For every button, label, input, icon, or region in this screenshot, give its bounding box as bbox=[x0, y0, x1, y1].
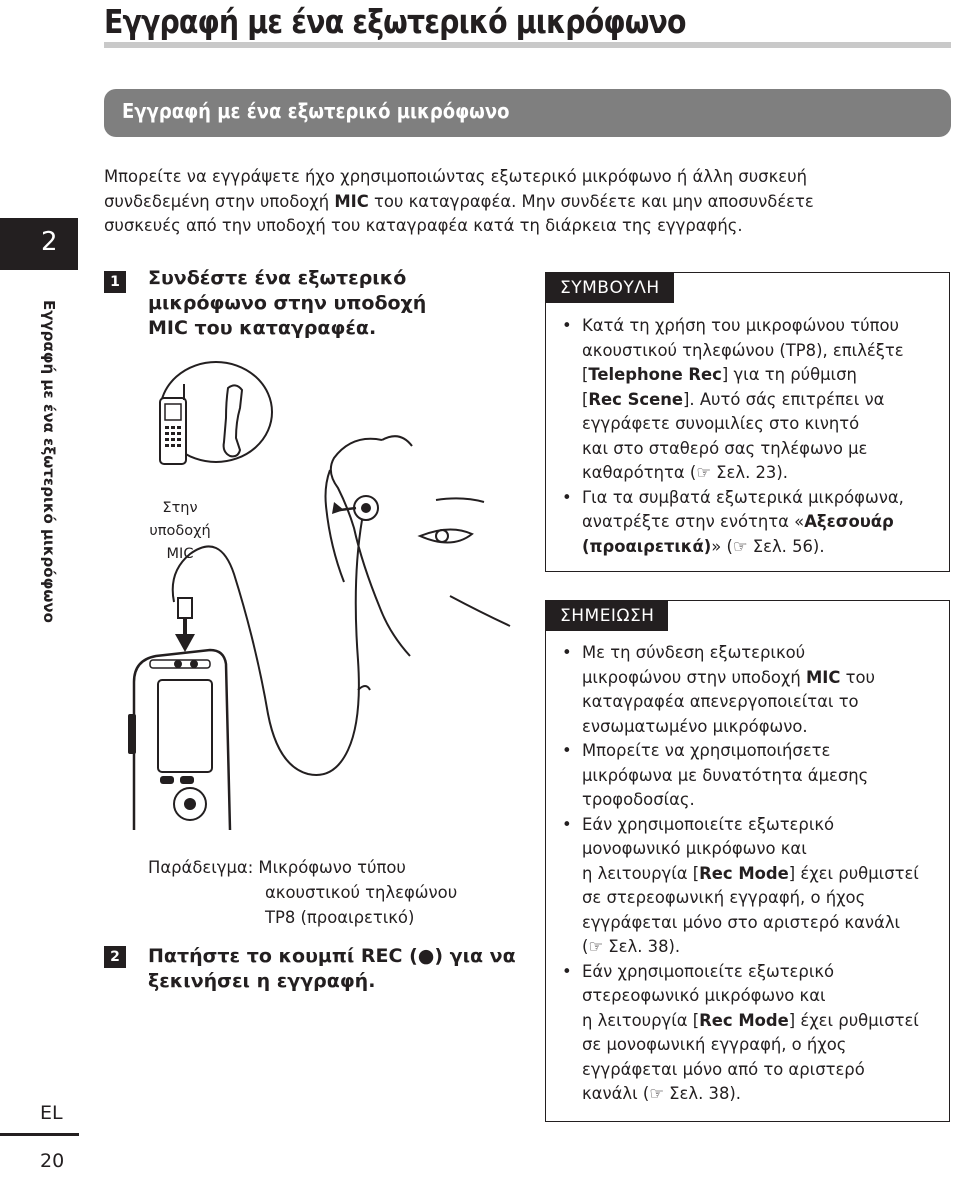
microphone-connection-illustration bbox=[120, 360, 520, 840]
note-line: καταγραφέα απενεργοποιείται το bbox=[582, 692, 859, 711]
note-line: (☞ Σελ. 38). bbox=[582, 937, 681, 956]
page-title: Εγγραφή με ένα εξωτερικό μικρόφωνο bbox=[104, 2, 686, 41]
telephone-icon-badge bbox=[160, 362, 272, 464]
tip-text: » (☞ Σελ. 56). bbox=[711, 536, 825, 556]
step-1-line: μικρόφωνο στην υποδοχή bbox=[148, 292, 427, 314]
tip-line bbox=[582, 535, 945, 560]
note-item bbox=[560, 739, 945, 813]
step-2-line: ξεκινήσει η εγγραφή. bbox=[148, 970, 376, 992]
step-1-text bbox=[148, 266, 426, 341]
tip-line: • Κατά τη χρήση του μικροφώνου τύπου bbox=[582, 316, 899, 335]
chapter-number: 2 bbox=[41, 227, 58, 257]
side-chapter-label-text: Εγγραφή με ένα εξωτερικό μικρόφωνο bbox=[40, 300, 58, 623]
example-line: TP8 (προαιρετικό) bbox=[265, 908, 415, 927]
note-line: • Εάν χρησιμοποιείτε εξωτερικό bbox=[582, 961, 835, 981]
note-item bbox=[560, 960, 945, 1107]
tip-line: εγγράφετε συνομιλίες στο κινητό bbox=[582, 414, 860, 433]
step-number-2: 2 bbox=[104, 946, 126, 968]
tip-line: καθαρότητα (☞ Σελ. 23). bbox=[582, 463, 788, 482]
tip-text: ανατρέξτε στην ενότητα « bbox=[582, 512, 805, 531]
tip-line bbox=[582, 388, 945, 413]
chapter-tab bbox=[0, 218, 78, 270]
mic-caption-line: υποδοχή bbox=[149, 523, 211, 539]
face-profile-drawing bbox=[326, 436, 511, 656]
note-line: κανάλι (☞ Σελ. 38). bbox=[582, 1084, 741, 1103]
note-line: μικρόφωνα με δυνατότητα άμεσης bbox=[582, 765, 869, 785]
note-line: • Εάν χρησιμοποιείτε εξωτερικό bbox=[582, 814, 835, 834]
intro-line: Μπορείτε να εγγράψετε ήχο χρησιμοποιώντας εξωτερικό μικρόφωνο ή άλλη συσκευή bbox=[104, 167, 807, 186]
note-text: ] έχει ρυθμιστεί bbox=[788, 863, 919, 883]
example-line: ακουστικού τηλεφώνου bbox=[265, 883, 458, 902]
example-caption bbox=[148, 855, 457, 930]
tip-text: [ bbox=[582, 389, 589, 409]
tip-item bbox=[560, 486, 945, 560]
tip-term: Telephone Rec bbox=[588, 365, 722, 384]
intro-line: συσκευές από την υποδοχή του καταγραφέα κατά τη διάρκεια της εγγραφής. bbox=[104, 216, 743, 235]
note-line bbox=[582, 1009, 945, 1034]
note-line: ενσωματωμένο μικρόφωνο. bbox=[582, 716, 808, 736]
note-line: • Με τη σύνδεση εξωτερικού bbox=[582, 643, 806, 662]
note-line: στερεοφωνικό μικρόφωνο και bbox=[582, 986, 826, 1005]
tip-item bbox=[560, 314, 945, 486]
recorder-screen bbox=[158, 680, 212, 772]
tip-line bbox=[582, 510, 945, 535]
note-line: μονοφωνικό μικρόφωνο και bbox=[582, 839, 807, 858]
note-line: • Μπορείτε να χρησιμοποιήσετε bbox=[582, 741, 831, 760]
intro-paragraph bbox=[104, 165, 934, 239]
intro-text: συνδεδεμένη στην υποδοχή bbox=[104, 191, 335, 211]
tip-line: ακουστικού τηλεφώνου (TP8), επιλέξτε bbox=[582, 340, 904, 360]
note-line: σε στερεοφωνική εγγραφή, ο ήχος bbox=[582, 888, 866, 907]
note-text: η λειτουργία [ bbox=[582, 1010, 700, 1030]
example-line: Παράδειγμα: Μικρόφωνο τύπου bbox=[148, 858, 406, 877]
tip-term: Rec Scene bbox=[588, 389, 683, 409]
tip-text: ] για τη ρύθμιση bbox=[721, 365, 857, 384]
tip-line: και στο σταθερό σας τηλέφωνο με bbox=[582, 438, 868, 458]
step-1-line: Συνδέστε ένα εξωτερικό bbox=[148, 267, 407, 289]
step-number-1: 1 bbox=[104, 271, 126, 293]
tip-line bbox=[582, 363, 945, 388]
tip-term: Αξεσουάρ bbox=[804, 512, 894, 531]
tip-term: (προαιρετικά) bbox=[582, 536, 712, 556]
mobile-phone-icon bbox=[160, 398, 186, 464]
tip-box bbox=[545, 272, 950, 572]
language-code: EL bbox=[40, 1102, 63, 1124]
note-term: Rec Mode bbox=[699, 1010, 789, 1030]
note-text: του bbox=[840, 667, 876, 687]
intro-line bbox=[104, 190, 934, 215]
note-line: σε μονοφωνική εγγραφή, ο ήχος bbox=[582, 1035, 847, 1054]
section-heading-bar bbox=[104, 89, 951, 137]
handset-icon bbox=[224, 385, 242, 456]
intro-mic-term: MIC bbox=[334, 191, 369, 211]
step-2-line: Πατήστε το κουμπί REC (●) για να bbox=[148, 945, 516, 967]
step-2-text bbox=[148, 944, 516, 994]
intro-text: του καταγραφέα. Μην συνδέετε και μην αποσυνδέετε bbox=[368, 191, 814, 211]
note-box-label: ΣΗΜΕΙΩΣΗ bbox=[546, 601, 668, 631]
note-term: Rec Mode bbox=[699, 863, 789, 883]
note-line: εγγράφεται μόνο στο αριστερό κανάλι bbox=[582, 912, 901, 932]
note-item bbox=[560, 641, 945, 739]
earphone-microphone-drawing bbox=[332, 496, 378, 520]
tip-list bbox=[560, 314, 945, 559]
insert-arrow-icon bbox=[175, 634, 195, 652]
mic-plug bbox=[178, 598, 192, 618]
note-box bbox=[545, 600, 950, 1122]
note-line: τροφοδοσίας. bbox=[582, 790, 695, 809]
section-heading: Εγγραφή με ένα εξωτερικό μικρόφωνο bbox=[122, 99, 510, 123]
mic-jack-caption bbox=[132, 497, 228, 566]
note-line bbox=[582, 862, 945, 887]
note-text: μικροφώνου στην υποδοχή bbox=[582, 667, 806, 687]
note-text: ] έχει ρυθμιστεί bbox=[788, 1010, 919, 1030]
note-text: η λειτουργία [ bbox=[582, 863, 700, 883]
tip-box-label: ΣΥΜΒΟΥΛΗ bbox=[546, 273, 674, 303]
tip-text: ]. Αυτό σάς επιτρέπει να bbox=[683, 389, 885, 409]
tip-text: [ bbox=[582, 365, 589, 384]
page-number: 20 bbox=[40, 1150, 65, 1172]
tip-line: • Για τα συμβατά εξωτερικά μικρόφωνα, bbox=[582, 487, 904, 507]
note-item bbox=[560, 813, 945, 960]
note-term: MIC bbox=[806, 667, 841, 687]
language-rule bbox=[0, 1133, 79, 1136]
note-line: εγγράφεται μόνο από το αριστερό bbox=[582, 1059, 865, 1079]
step-1-line: MIC του καταγραφέα. bbox=[148, 317, 377, 339]
side-chapter-label bbox=[36, 300, 58, 640]
title-rule bbox=[104, 42, 951, 48]
mic-caption-line: MIC bbox=[166, 546, 194, 562]
note-line bbox=[582, 666, 945, 691]
voice-recorder-drawing bbox=[128, 650, 230, 830]
mic-caption-line: Στην bbox=[162, 500, 198, 516]
note-list bbox=[560, 641, 945, 1107]
